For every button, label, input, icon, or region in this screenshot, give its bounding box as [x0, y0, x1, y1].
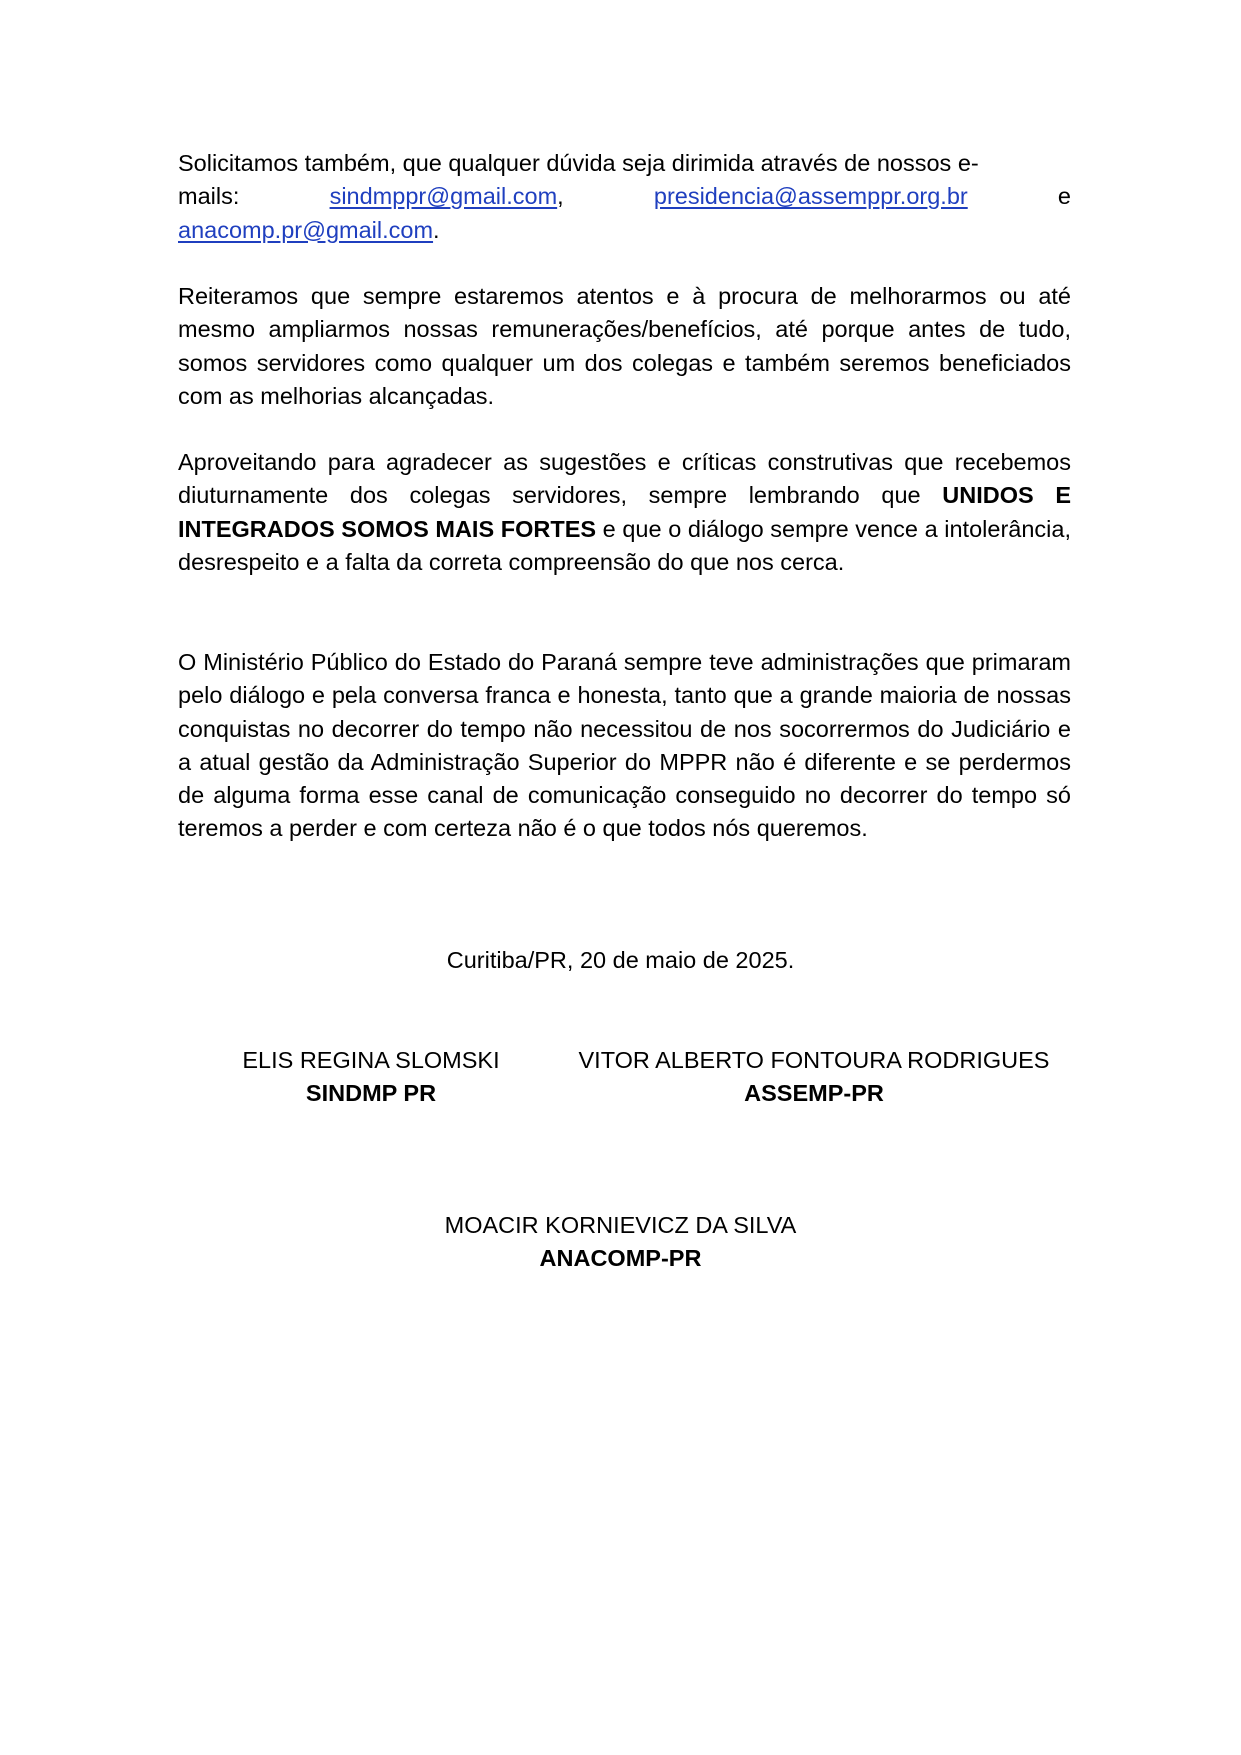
date-line: Curitiba/PR, 20 de maio de 2025.: [446, 947, 795, 973]
signature-block-anacomp: [0, 1209, 1241, 1275]
period: .: [433, 216, 440, 243]
paragraph-aproveitando: [178, 446, 1071, 579]
paragraph-line: [178, 214, 1071, 247]
conjunction-e: e: [1057, 183, 1071, 210]
signatory-name: VITOR ALBERTO FONTOURA RODRIGUES: [578, 1047, 1050, 1073]
paragraph-ministerio: O Ministério Público do Estado do Paraná sempre teve administrações que primaram pelo diálogo e pela conversa franca e honesta, tanto que a grande maioria de nossas conquistas no decorrer do tempo não necessitou de nos socorrermos do Judiciário e a atual gestão da Administração Superior do MPPR não é diferente e se perdermos de alguma forma esse canal de comunicação conseguido no decorrer do tempo só teremos a perder e com certeza não é o que todos nós queremos.: [178, 649, 1071, 842]
email-link-presidencia[interactable]: presidencia@assemppr.org.br: [653, 183, 968, 210]
mails-label: mails:: [178, 183, 240, 210]
signatory-name: MOACIR KORNIEVICZ DA SILVA: [444, 1212, 797, 1238]
paragraph-text: Aproveitando para agradecer as sugestões e críticas construtivas que recebemos diuturnamente dos colegas servidores, sempre lembrando que: [178, 449, 1071, 509]
paragraph-text: e que o diálogo sempre vence a intolerância, desrespeito e a falta da correta compreensão do que nos cerca.: [178, 515, 1071, 575]
signature-block-assemp: [558, 1044, 1070, 1110]
signatory-org: ANACOMP-PR: [539, 1245, 702, 1271]
paragraph-line: [178, 147, 1071, 180]
email-link-anacomp[interactable]: anacomp.pr@gmail.com: [178, 216, 434, 243]
email-link-sindmppr[interactable]: sindmppr@gmail.com: [329, 183, 558, 210]
slogan-bold: UNIDOS E INTEGRADOS SOMOS MAIS FORTES: [178, 482, 1071, 542]
email-link-1-wrap: [330, 180, 564, 213]
signatory-org: SINDMP PR: [305, 1080, 437, 1106]
paragraph-text: Solicitamos também, que qualquer dúvida seja dirimida através de nossos e-: [178, 150, 979, 176]
signatory-name: ELIS REGINA SLOMSKI: [242, 1047, 500, 1073]
comma: ,: [557, 183, 564, 210]
email-line: [178, 180, 1071, 213]
signature-block-sindmp: [233, 1044, 509, 1110]
paragraph-contact-emails: [178, 147, 1071, 247]
signatory-org: ASSEMP-PR: [744, 1080, 884, 1106]
paragraph-reiteramos: Reiteramos que sempre estaremos atentos e à procura de melhorarmos ou até mesmo ampliarmos nossas remunerações/benefícios, até porque antes de tudo, somos servidores como qualquer um dos colegas e também seremos beneficiados com as melhorias alcançadas.: [178, 283, 1071, 409]
